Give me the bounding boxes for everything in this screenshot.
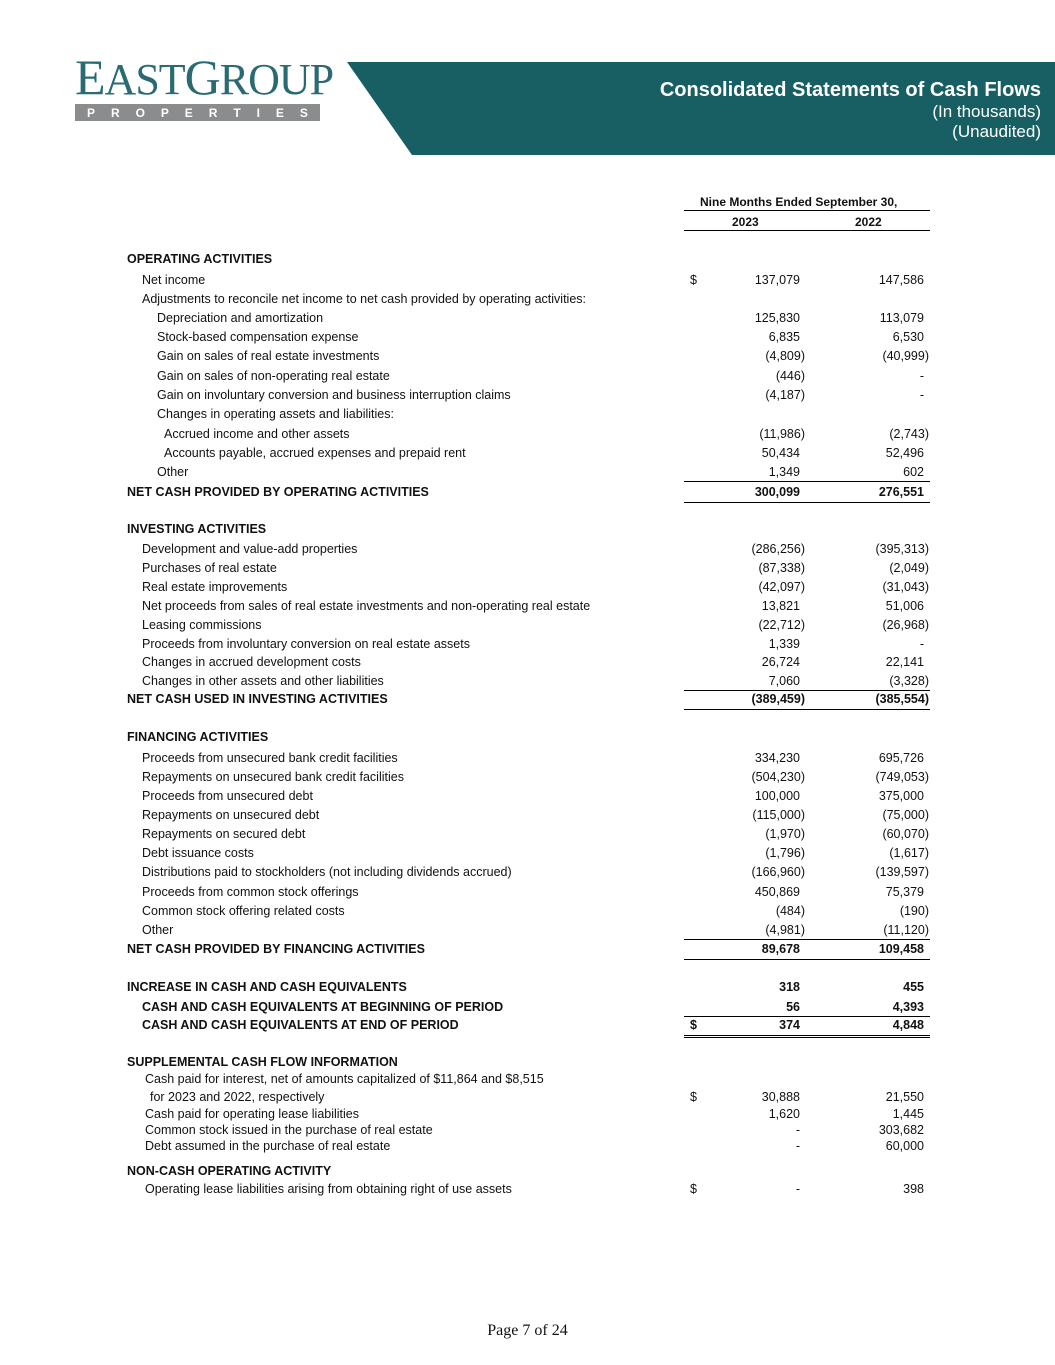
row-label: NET CASH USED IN INVESTING ACTIVITIES (127, 692, 388, 706)
table-row (0, 863, 1055, 882)
currency-symbol: $ (690, 273, 697, 287)
table-row (0, 844, 1055, 863)
value-2023: - (795, 1139, 800, 1153)
value-2022: (75,000) (882, 808, 929, 822)
value-2022: (1,617) (889, 846, 929, 860)
value-2023: (1,796) (765, 846, 805, 860)
currency-symbol: $ (690, 1090, 697, 1104)
column-2023-header: 2023 (732, 215, 759, 229)
row-label: Adjustments to reconcile net income to net cash provided by operating activities: (142, 292, 586, 306)
row-label: Gain on sales of real estate investments (157, 349, 380, 363)
value-2022: 21,550 (885, 1090, 924, 1104)
value-2022: (190) (899, 904, 929, 918)
value-2023: 100,000 (754, 789, 800, 803)
value-2022: (2,049) (889, 561, 929, 575)
value-2022: (40,999) (882, 349, 929, 363)
value-2023: 50,434 (761, 446, 800, 460)
logo-letter: O (135, 105, 145, 120)
row-label: CASH AND CASH EQUIVALENTS AT BEGINNING OF PERIOD (142, 1000, 504, 1014)
row-label: CASH AND CASH EQUIVALENTS AT END OF PERIOD (142, 1018, 459, 1032)
value-2023: (1,970) (765, 827, 805, 841)
page-number: Page 7 of 24 (487, 1322, 568, 1339)
row-label: Proceeds from unsecured bank credit facilities (142, 751, 398, 765)
table-row (0, 1180, 1055, 1199)
table-row (0, 690, 1055, 709)
value-2023: (446) (775, 369, 805, 383)
row-label: Real estate improvements (142, 580, 288, 594)
value-2023: 56 (786, 1000, 800, 1014)
table-row (0, 444, 1055, 463)
value-2023: (11,986) (759, 427, 805, 441)
row-label: Gain on sales of non-operating real estate (157, 369, 390, 383)
total-rule (684, 959, 930, 960)
table-row (0, 405, 1055, 424)
value-2023: 7,060 (768, 674, 800, 688)
value-2022: - (919, 637, 924, 651)
value-2022: - (919, 369, 924, 383)
table-row (0, 425, 1055, 444)
value-2023: 374 (779, 1018, 800, 1032)
table-row (0, 998, 1055, 1017)
row-label: Cash paid for operating lease liabilities (145, 1107, 360, 1121)
value-2022: 22,141 (885, 655, 924, 669)
value-2022: 4,848 (892, 1018, 924, 1032)
value-2023: (4,187) (765, 388, 805, 402)
row-label: Proceeds from involuntary conversion on real estate assets (142, 637, 470, 651)
row-label: Proceeds from unsecured debt (142, 789, 313, 803)
row-label: Net proceeds from sales of real estate investments and non-operating real estate (142, 599, 591, 613)
logo-letter: I (256, 105, 260, 120)
value-2023: (389,459) (751, 692, 805, 706)
value-2023: (4,809) (765, 349, 805, 363)
row-label: Other (142, 923, 174, 937)
row-label: Stock-based compensation expense (157, 330, 359, 344)
table-row (0, 1016, 1055, 1035)
value-2022: 303,682 (878, 1123, 924, 1137)
table-row (0, 597, 1055, 616)
row-label: Cash paid for interest, net of amounts capitalized of $11,864 and $8,515 (145, 1072, 544, 1086)
row-label: NET CASH PROVIDED BY FINANCING ACTIVITIES (127, 942, 425, 956)
logo-letter: E (275, 105, 284, 120)
row-label: Leasing commissions (142, 618, 262, 632)
table-row (0, 483, 1055, 502)
table-row (0, 825, 1055, 844)
value-2023: (484) (775, 904, 805, 918)
row-label: FINANCING ACTIVITIES (127, 730, 269, 744)
table-row (0, 559, 1055, 578)
value-2022: 75,379 (885, 885, 924, 899)
total-rule (684, 502, 930, 503)
value-2022: 455 (903, 980, 924, 994)
row-label: Depreciation and amortization (157, 311, 324, 325)
table-row (0, 653, 1055, 672)
value-2022: (2,743) (889, 427, 929, 441)
value-2022: (749,053) (875, 770, 929, 784)
currency-symbol: $ (690, 1182, 697, 1196)
table-row (0, 578, 1055, 597)
logo-letter: R (110, 105, 120, 120)
value-2023: 450,869 (754, 885, 800, 899)
table-row (0, 463, 1055, 482)
table-row (0, 616, 1055, 635)
table-row (0, 806, 1055, 825)
row-label: Debt issuance costs (142, 846, 254, 860)
logo-letter: S (299, 105, 308, 120)
value-2022: (31,043) (882, 580, 929, 594)
value-2023: 26,724 (761, 655, 800, 669)
table-row (0, 1162, 1055, 1181)
row-label: Common stock issued in the purchase of real estate (145, 1123, 433, 1137)
table-row (0, 309, 1055, 328)
row-label: INCREASE IN CASH AND CASH EQUIVALENTS (127, 980, 407, 994)
logo-letter: P (160, 105, 169, 120)
table-row (0, 1137, 1055, 1156)
value-2022: (11,120) (883, 923, 929, 937)
table-row (0, 347, 1055, 366)
row-label: SUPPLEMENTAL CASH FLOW INFORMATION (127, 1055, 398, 1069)
value-2023: 1,349 (768, 465, 800, 479)
row-label: OPERATING ACTIVITIES (127, 252, 273, 266)
row-label: Gain on involuntary conversion and business interruption claims (157, 388, 511, 402)
statement-title: Consolidated Statements of Cash Flows (659, 79, 1041, 101)
value-2023: - (795, 1123, 800, 1137)
row-label: Proceeds from common stock offerings (142, 885, 359, 899)
row-label: Changes in accrued development costs (142, 655, 361, 669)
value-2022: (385,554) (875, 692, 929, 706)
value-2022: 109,458 (878, 942, 924, 956)
row-label: Accrued income and other assets (164, 427, 350, 441)
row-label: Distributions paid to stockholders (not including dividends accrued) (142, 865, 512, 879)
row-label: Purchases of real estate (142, 561, 277, 575)
value-2022: 1,445 (892, 1107, 924, 1121)
value-2023: (115,000) (752, 808, 805, 822)
row-label: Repayments on unsecured debt (142, 808, 320, 822)
row-label: Operating lease liabilities arising from obtaining right of use assets (145, 1182, 512, 1196)
value-2023: 89,678 (761, 942, 800, 956)
row-label: Common stock offering related costs (142, 904, 345, 918)
period-header-rule (684, 210, 930, 211)
currency-symbol: $ (690, 1018, 697, 1032)
value-2022: 51,006 (885, 599, 924, 613)
value-2023: 6,835 (768, 330, 800, 344)
table-row (0, 978, 1055, 997)
table-row (0, 672, 1055, 691)
table-row (0, 1070, 1055, 1089)
logo-subtitle-bar (75, 104, 320, 121)
statement-audit-status: (Unaudited) (952, 122, 1041, 141)
table-row (0, 271, 1055, 290)
column-header-rule (684, 230, 930, 231)
company-logo (75, 49, 334, 121)
row-label: Changes in operating assets and liabilities: (157, 407, 394, 421)
table-row (0, 540, 1055, 559)
logo-letter: P (87, 105, 96, 120)
row-label: Debt assumed in the purchase of real estate (145, 1139, 391, 1153)
value-2023: 300,099 (754, 485, 800, 499)
value-2022: (60,070) (882, 827, 929, 841)
value-2023: 1,339 (768, 637, 800, 651)
value-2023: 1,620 (768, 1107, 800, 1121)
subtotal-rule (684, 481, 930, 482)
value-2022: 147,586 (878, 273, 924, 287)
table-row (0, 883, 1055, 902)
statement-heading (660, 78, 1041, 142)
logo-wordmark: EASTGROUP (75, 49, 334, 105)
table-row (0, 728, 1055, 747)
row-label: Development and value-add properties (142, 542, 358, 556)
value-2023: 125,830 (754, 311, 800, 325)
value-2022: 602 (903, 465, 924, 479)
value-2022: (139,597) (875, 865, 929, 879)
value-2023: (87,338) (758, 561, 805, 575)
value-2022: (395,313) (875, 542, 929, 556)
table-row (0, 328, 1055, 347)
table-row (0, 787, 1055, 806)
value-2022: - (919, 388, 924, 402)
value-2022: (3,328) (889, 674, 929, 688)
value-2022: (26,968) (882, 618, 929, 632)
row-label: INVESTING ACTIVITIES (127, 522, 267, 536)
table-row (0, 940, 1055, 959)
value-2022: 398 (903, 1182, 924, 1196)
value-2023: (4,981) (765, 923, 805, 937)
row-label: Changes in other assets and other liabilities (142, 674, 384, 688)
value-2023: 137,079 (754, 273, 800, 287)
value-2023: (504,230) (751, 770, 805, 784)
table-row (0, 367, 1055, 386)
table-row (0, 902, 1055, 921)
row-label: NON-CASH OPERATING ACTIVITY (127, 1164, 332, 1178)
row-label: Repayments on unsecured bank credit facilities (142, 770, 404, 784)
value-2023: 318 (779, 980, 800, 994)
value-2023: - (795, 1182, 800, 1196)
row-label: Net income (142, 273, 206, 287)
value-2022: 60,000 (885, 1139, 924, 1153)
table-row (0, 520, 1055, 539)
table-row (0, 749, 1055, 768)
logo-letter: E (184, 105, 193, 120)
value-2022: 6,530 (892, 330, 924, 344)
row-label: for 2023 and 2022, respectively (150, 1090, 325, 1104)
logo-letter: T (233, 105, 241, 120)
total-rule (684, 709, 930, 710)
value-2023: (42,097) (758, 580, 805, 594)
statement-units: (In thousands) (932, 102, 1041, 121)
value-2022: 375,000 (878, 789, 924, 803)
table-row (0, 768, 1055, 787)
table-row (0, 635, 1055, 654)
value-2022: 695,726 (878, 751, 924, 765)
table-row (0, 386, 1055, 405)
value-2022: 113,079 (879, 311, 924, 325)
period-header: Nine Months Ended September 30, (700, 195, 898, 209)
row-label: NET CASH PROVIDED BY OPERATING ACTIVITIES (127, 485, 429, 499)
value-2023: (286,256) (751, 542, 805, 556)
table-row (0, 921, 1055, 940)
total-rule (684, 1035, 930, 1038)
value-2023: (166,960) (751, 865, 805, 879)
value-2022: 52,496 (885, 446, 924, 460)
table-row (0, 250, 1055, 269)
row-label: Other (157, 465, 189, 479)
value-2022: 4,393 (892, 1000, 924, 1014)
value-2023: 334,230 (754, 751, 800, 765)
row-label: Repayments on secured debt (142, 827, 306, 841)
row-label: Accounts payable, accrued expenses and prepaid rent (164, 446, 466, 460)
value-2023: 30,888 (761, 1090, 800, 1104)
logo-letter: R (208, 105, 218, 120)
value-2023: 13,821 (761, 599, 800, 613)
value-2023: (22,712) (758, 618, 805, 632)
table-row (0, 290, 1055, 309)
column-2022-header: 2022 (855, 215, 882, 229)
value-2022: 276,551 (878, 485, 924, 499)
